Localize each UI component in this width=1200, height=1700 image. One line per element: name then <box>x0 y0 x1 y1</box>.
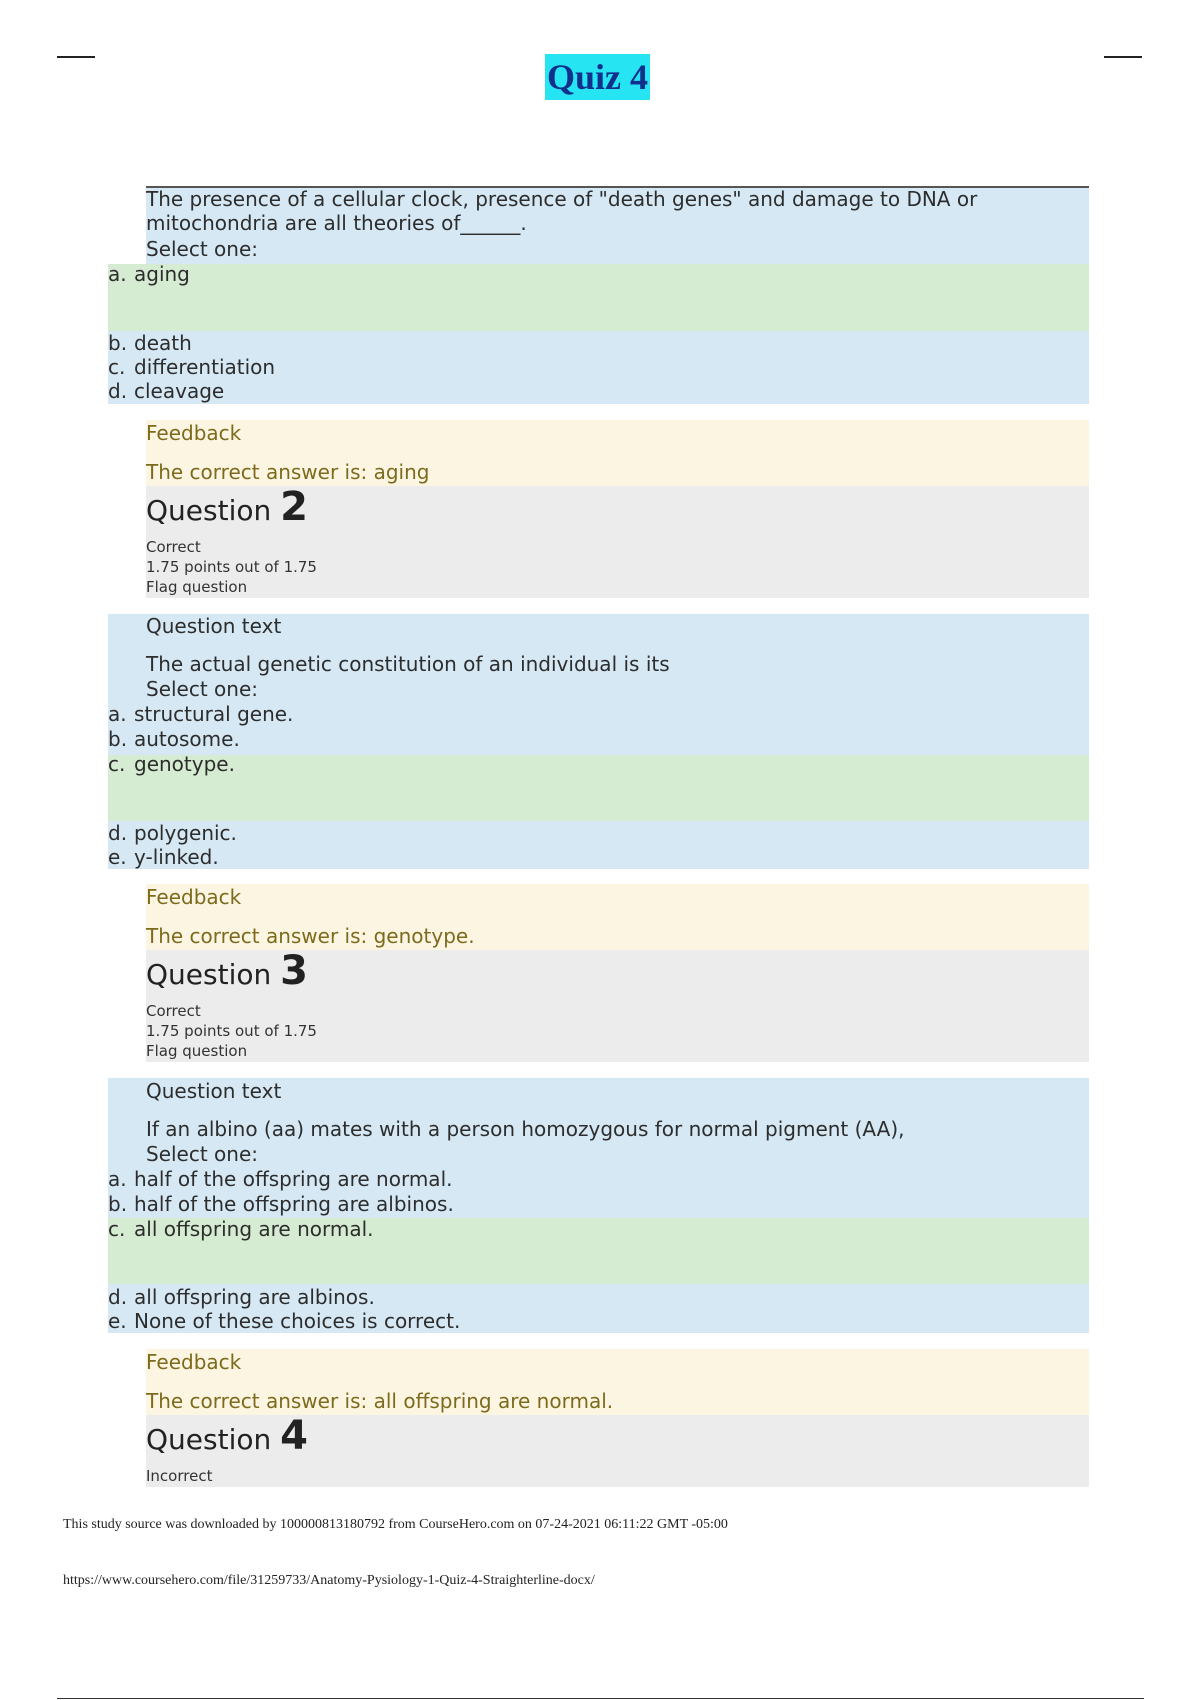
option-b[interactable]: b. autosome. <box>108 727 240 751</box>
select-one-label: Select one: <box>146 237 259 261</box>
feedback-text: The correct answer is: genotype. <box>146 924 475 948</box>
feedback-text: The correct answer is: aging <box>146 460 430 484</box>
option-e[interactable]: e. None of these choices is correct. <box>108 1309 461 1333</box>
option-d[interactable]: d. cleavage <box>108 379 225 403</box>
question-points: 1.75 points out of 1.75 <box>146 1022 317 1040</box>
flag-question-link[interactable]: Flag question <box>146 1042 248 1060</box>
select-one-label: Select one: <box>146 1142 259 1166</box>
question-text-label: Question text <box>146 1079 282 1103</box>
feedback-label: Feedback <box>146 885 242 909</box>
feedback-text: The correct answer is: all offspring are normal. <box>146 1389 614 1413</box>
option-a[interactable]: a. aging <box>108 262 190 286</box>
question-1-text: The presence of a cellular clock, presence of "death genes" and damage to DNA or <box>146 187 978 211</box>
source-url[interactable]: https://www.coursehero.com/file/31259733/Anatomy-Pysiology-1-Quiz-4-Straighterline-docx/ <box>63 1573 595 1588</box>
question-status: Correct <box>146 538 201 556</box>
corner-mark-right <box>1104 56 1142 58</box>
question-3-heading: Question 3 <box>146 948 308 994</box>
correct-option-highlight <box>108 755 1089 821</box>
option-a[interactable]: a. half of the offspring are normal. <box>108 1167 453 1191</box>
question-status: Incorrect <box>146 1467 213 1485</box>
divider <box>57 1698 1144 1699</box>
option-b[interactable]: b. death <box>108 331 192 355</box>
option-c[interactable]: c. all offspring are normal. <box>108 1217 374 1241</box>
options-panel <box>108 821 1089 869</box>
question-text-label: Question text <box>146 614 282 638</box>
question-1-text-line2: mitochondria are all theories of______. <box>146 211 527 235</box>
feedback-label: Feedback <box>146 421 242 445</box>
option-d[interactable]: d. all offspring are albinos. <box>108 1285 375 1309</box>
question-points: 1.75 points out of 1.75 <box>146 558 317 576</box>
option-b[interactable]: b. half of the offspring are albinos. <box>108 1192 454 1216</box>
question-4-heading: Question 4 <box>146 1413 308 1459</box>
correct-option-highlight <box>108 264 1089 331</box>
option-a[interactable]: a. structural gene. <box>108 702 294 726</box>
option-d[interactable]: d. polygenic. <box>108 821 237 845</box>
option-e[interactable]: e. y-linked. <box>108 845 219 869</box>
page-title: Quiz 4 <box>545 54 650 100</box>
question-3-text: If an albino (aa) mates with a person homozygous for normal pigment (AA), <box>146 1117 905 1141</box>
feedback-label: Feedback <box>146 1350 242 1374</box>
corner-mark-left <box>57 56 95 58</box>
option-c[interactable]: c. differentiation <box>108 355 276 379</box>
download-source-note: This study source was downloaded by 100000813180792 from CourseHero.com on 07-24-2021 06:11:22 GMT -05:00 <box>63 1517 728 1532</box>
option-c[interactable]: c. genotype. <box>108 752 235 776</box>
question-2-text: The actual genetic constitution of an individual is its <box>146 652 670 676</box>
select-one-label: Select one: <box>146 677 259 701</box>
flag-question-link[interactable]: Flag question <box>146 578 248 596</box>
question-status: Correct <box>146 1002 201 1020</box>
question-2-heading: Question 2 <box>146 484 308 530</box>
